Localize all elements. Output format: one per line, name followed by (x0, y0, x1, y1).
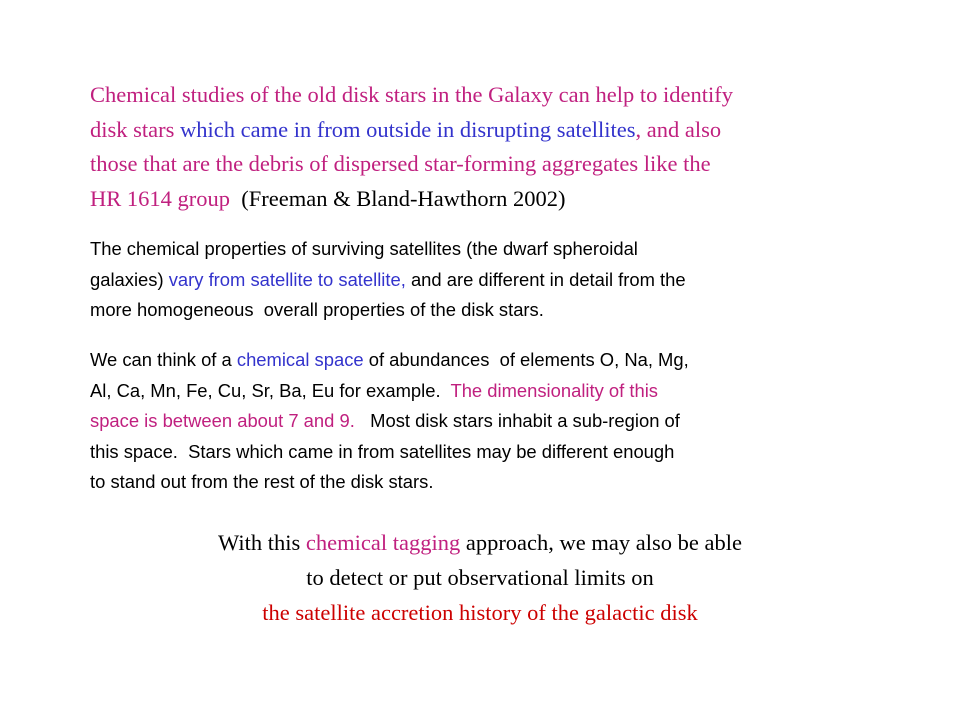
intro-line-4 (90, 182, 880, 217)
intro-citation: (Freeman & Bland-Hawthorn 2002) (230, 185, 566, 211)
intro-line-1-text: Chemical studies of the old disk stars in the Galaxy can help to identify (90, 82, 733, 107)
satellites-line-3 (90, 295, 880, 326)
accretion-history-text: the satellite accretion history of the galactic disk (262, 600, 698, 625)
chemical-space-line-3-part-b: Most disk stars inhabit a sub-region of (354, 410, 680, 431)
dimensionality-highlight-end: space is between about 7 and 9. (90, 410, 355, 431)
conclusion-line-1-part-a: With this (218, 530, 306, 555)
chemical-space-line-2-part-a: Al, Ca, Mn, Fe, Cu, Sr, Ba, Eu for example. (90, 379, 451, 401)
conclusion-paragraph (0, 525, 960, 630)
satellites-line-1-text: The chemical properties of surviving satellites (the dwarf spheroidal (90, 238, 638, 259)
chemical-space-line-4-text: this space. Stars which came in from satellites may be different enough (90, 440, 675, 462)
satellites-line-1 (90, 234, 880, 265)
intro-paragraph (90, 78, 880, 216)
conclusion-line-3 (0, 595, 960, 630)
chemical-space-paragraph (90, 345, 880, 498)
satellites-line-3-text: more homogeneous overall properties of the disk stars. (90, 299, 544, 320)
chemical-space-line-1-part-c: of abundances of elements O, Na, Mg, (363, 349, 689, 370)
chemical-space-line-4 (90, 437, 880, 468)
chemical-space-term: chemical space (236, 349, 364, 370)
conclusion-line-2-text: to detect or put observational limits on (306, 565, 654, 590)
satellites-paragraph (90, 234, 880, 326)
intro-line-2-highlight: which came in from outside in disrupting satellites (180, 116, 636, 142)
intro-line-3-text: those that are the debris of dispersed star-forming aggregates like the (90, 151, 711, 176)
satellites-line-2-highlight: vary from satellite to satellite, (168, 268, 406, 290)
intro-line-2 (90, 113, 880, 148)
conclusion-line-1 (0, 525, 960, 560)
chemical-space-line-2 (90, 376, 880, 407)
chemical-tagging-term: chemical tagging (305, 530, 461, 555)
chemical-space-line-3 (90, 406, 880, 437)
satellites-line-2-part-c: and are different in detail from the (405, 268, 686, 290)
chemical-space-line-5-text: to stand out from the rest of the disk stars. (90, 471, 434, 492)
intro-line-2-part-c: , and also (635, 116, 722, 142)
intro-line-3 (90, 147, 880, 182)
satellites-line-2-part-a: galaxies) (90, 268, 169, 290)
intro-line-2-part-a: disk stars (90, 116, 180, 142)
chemical-space-line-1 (90, 345, 880, 376)
satellites-line-2 (90, 265, 880, 296)
conclusion-line-1-part-c: approach, we may also be able (460, 530, 742, 555)
conclusion-line-2 (0, 560, 960, 595)
chemical-space-line-5 (90, 467, 880, 498)
dimensionality-highlight-start: The dimensionality of this (450, 379, 658, 401)
chemical-space-line-1-part-a: We can think of a (90, 349, 237, 370)
intro-line-1 (90, 78, 880, 113)
intro-line-4-group: HR 1614 group (90, 185, 230, 211)
